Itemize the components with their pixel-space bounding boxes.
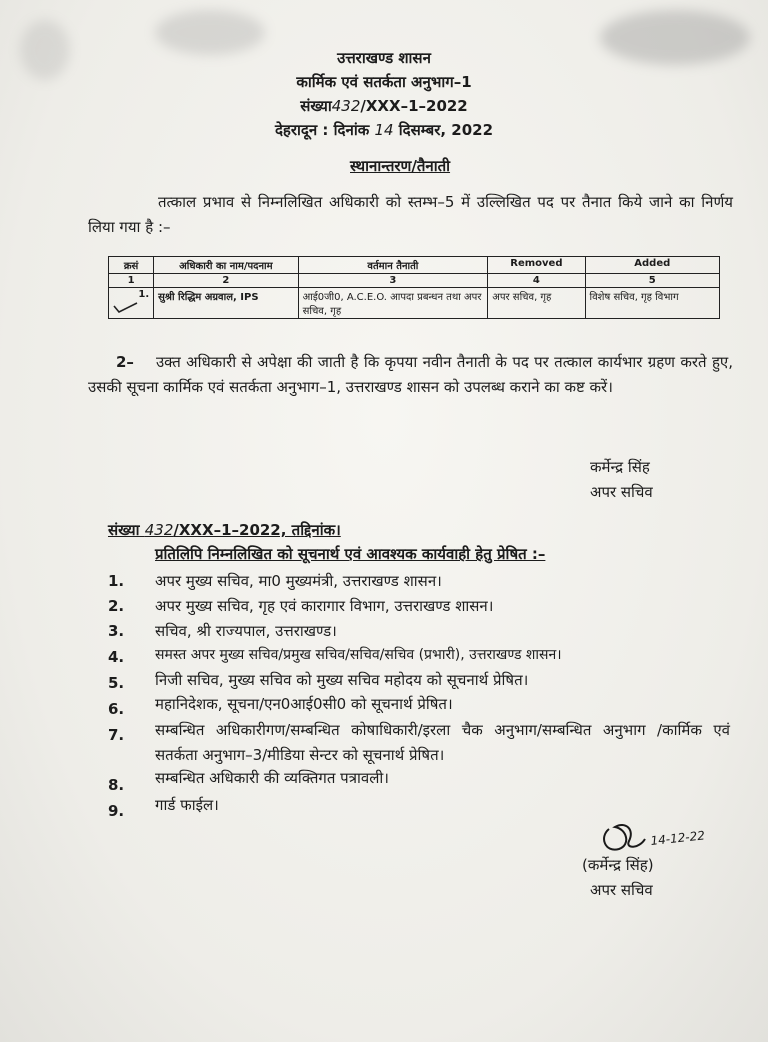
- list-item: निजी सचिव, मुख्य सचिव को मुख्य सचिव महोदय को सूचनार्थ प्रेषित।: [155, 671, 529, 689]
- list-item-number: 1.: [108, 572, 125, 590]
- signature-date: 14-12-22: [649, 828, 706, 848]
- table-header-row: [109, 257, 720, 274]
- col-number: 2: [154, 274, 298, 288]
- table-row: [109, 288, 720, 319]
- cell-officer-name: सुश्री रिद्धिम अग्रवाल, IPS: [154, 288, 298, 319]
- header-officer: अधिकारी का नाम/पदनाम: [154, 257, 298, 274]
- department-name: कार्मिक एवं सतर्कता अनुभाग–1: [296, 73, 472, 91]
- list-item: सचिव, श्री राज्यपाल, उत्तराखण्ड।: [155, 622, 337, 640]
- paragraph-2-text: उक्त अधिकारी से अपेक्षा की जाती है कि कृपया नवीन तैनाती के पद पर तत्काल कार्यभार ग्रहण करते हुए, उसकी सूचना कार्मिक एवं सतर्कता अनुभाग–1, उत्तराखण्ड शासन को उपलब्ध कराने का कष्ट करें।: [88, 353, 733, 396]
- list-item: सम्बन्धित अधिकारी की व्यक्तिगत पत्रावली।: [155, 769, 389, 787]
- header-current-posting: वर्तमान तैनाती: [298, 257, 488, 274]
- list-item-number: 4.: [108, 648, 125, 666]
- list-item-number: 2.: [108, 597, 125, 615]
- signatory-block-1: [590, 455, 653, 505]
- table-column-number-row: [109, 274, 720, 288]
- government-name: उत्तराखण्ड शासन: [337, 49, 431, 67]
- signatory-designation: अपर सचिव: [590, 881, 653, 899]
- col-number: 3: [298, 274, 488, 288]
- list-item: अपर मुख्य सचिव, गृह एवं कारागार विभाग, उत्तराखण्ड शासन।: [155, 597, 494, 615]
- cell-current-posting: आई0जी0, A.C.E.O. आपदा प्रबन्धन तथा अपर सचिव, गृह: [298, 288, 488, 319]
- copy-reference-number: संख्या 432/XXX–1–2022, तद्दिनांक।: [108, 521, 341, 539]
- list-item: महानिदेशक, सूचना/एन0आई0सी0 को सूचनार्थ प्रेषित।: [155, 695, 453, 713]
- list-item: गार्ड फाईल।: [155, 796, 219, 814]
- list-item-number: 3.: [108, 622, 125, 640]
- tick-mark-icon: [113, 300, 139, 314]
- col-number: 1: [109, 274, 154, 288]
- list-item-number: 8.: [108, 776, 125, 794]
- transfer-table: [108, 256, 720, 319]
- cell-added: विशेष सचिव, गृह विभाग: [585, 288, 719, 319]
- intro-paragraph: तत्काल प्रभाव से निम्नलिखित अधिकारी को स्तम्भ–5 में उल्लिखित पद पर तैनात किये जाने का निर्णय लिया गया है :–: [88, 193, 733, 236]
- signatory-designation: अपर सचिव: [590, 483, 653, 501]
- signatory-name: कर्मेन्द्र सिंह: [590, 458, 650, 476]
- subject-title: स्थानान्तरण/तैनाती: [350, 157, 451, 175]
- col-number: 5: [585, 274, 719, 288]
- list-item-number: 7.: [108, 726, 125, 744]
- list-item-number: 5.: [108, 674, 125, 692]
- order-number: संख्या432/XXX–1–2022: [300, 97, 468, 115]
- paragraph-2-number: 2–: [116, 353, 134, 371]
- header-removed: Removed: [488, 257, 585, 274]
- paragraph-2: [88, 350, 733, 400]
- signatory-name: (कर्मेन्द्र सिंह): [582, 856, 654, 874]
- list-item: समस्त अपर मुख्य सचिव/प्रमुख सचिव/सचिव/सचिव (प्रभारी), उत्तराखण्ड शासन।: [155, 647, 562, 663]
- col-number: 4: [488, 274, 585, 288]
- list-item-number: 6.: [108, 700, 125, 718]
- list-item-number: 9.: [108, 802, 125, 820]
- header-added: Added: [585, 257, 719, 274]
- order-date: देहरादून : दिनांक 14 दिसम्बर, 2022: [274, 121, 494, 139]
- copy-intro: प्रतिलिपि निम्नलिखित को सूचनार्थ एवं आवश्यक कार्यवाही हेतु प्रेषित :–: [155, 545, 546, 563]
- list-item: अपर मुख्य सचिव, मा0 मुख्यमंत्री, उत्तराखण्ड शासन।: [155, 572, 442, 590]
- cell-removed: अपर सचिव, गृह: [488, 288, 585, 319]
- signatory-block-2: [582, 853, 654, 903]
- list-item: सम्बन्धित अधिकारीगण/सम्बन्धित कोषाधिकारी/इरला चैक अनुभाग/सम्बन्धित अनुभाग /कार्मिक एवं सतर्कता अनुभाग–3/मीडिया सेन्टर को सूचनार्थ प्रेषित।: [155, 721, 730, 764]
- cell-sno: 1.: [109, 288, 154, 319]
- header-sno: क्रसं: [109, 257, 154, 274]
